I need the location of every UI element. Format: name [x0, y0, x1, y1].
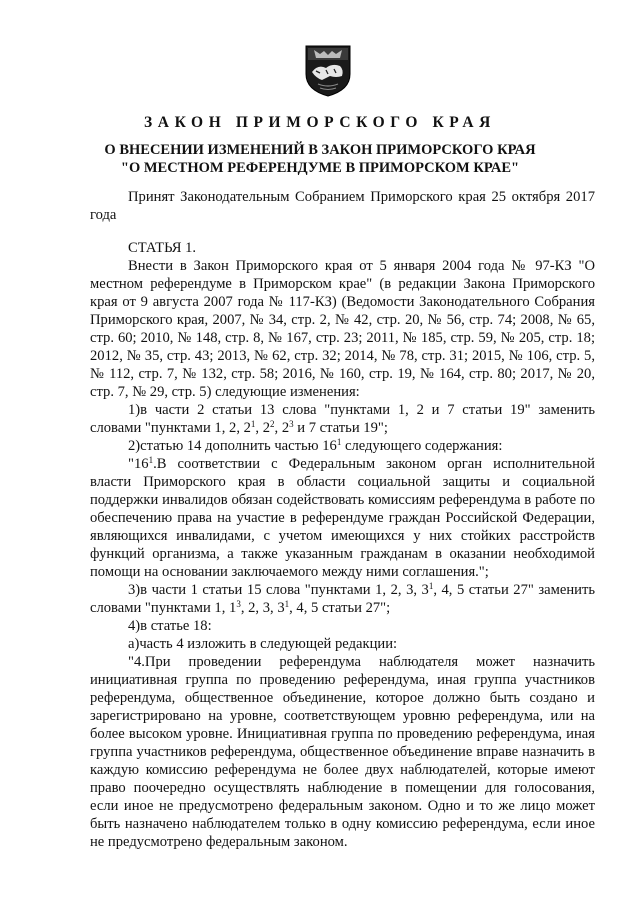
- item-2-text-2: следующего содержания:: [341, 438, 503, 454]
- amendment-item-4: 4)в статье 18:: [128, 618, 212, 634]
- item-3-text-4: , 4, 5 статьи 27";: [289, 600, 391, 616]
- item-3-text-1: 3)в части 1 статьи 15 слова "пунктами 1, 2, 3, 3: [128, 582, 429, 598]
- quote-16-sup-1: 1: [148, 455, 154, 465]
- item-1-text-4: и 7 статьи 19";: [293, 420, 388, 436]
- item-1-text-1: 1)в части 2 статьи 13 слова "пунктами 1, 2 и 7 статьи 19" заменить словами "пунктами 1, 2, 2: [90, 402, 595, 436]
- item-1-sup-1: 1: [250, 419, 256, 429]
- law-subtitle: [60, 141, 580, 177]
- subtitle-line-2: "О МЕСТНОМ РЕФЕРЕНДУМЕ В ПРИМОРСКОМ КРАЕ": [120, 160, 520, 176]
- adoption-note: Принят Законодательным Собранием Приморского края 25 октября 2017 года: [90, 189, 595, 223]
- item-3-text-3: , 2, 3, 3: [240, 600, 285, 616]
- coat-of-arms-emblem: [302, 40, 354, 98]
- item-3-sup-1: 1: [428, 581, 434, 591]
- item-1-text-2: , 2: [255, 420, 271, 436]
- item-2-text-1: 2)статью 14 дополнить частью 16: [128, 438, 337, 454]
- amendment-item-3: [90, 581, 595, 617]
- quote-16-text-2: .В соответствии с Федеральным законом орган исполнительной власти Приморского края в области социальной защиты и социальной поддержки инвалидов обязан содействовать комиссиям референдума в работе по обеспечению права на участие в референдуме граждан Российской Федерации, являющихся инвалидами, с учетом имеющихся у них стойких расстройств функций организма, а также указанным гражданам в оказании необходимой помощи на основании заключаемого между ними соглашения.";: [90, 456, 595, 580]
- item-1-text-3: , 2: [274, 420, 290, 436]
- quoted-part-4: "4.При проведении референдума наблюдателя может назначить инициативная группа по проведению референдума, иная группа участников референдума, общественное объединение, которое должно быть создано и зарегистрировано на уровне, соответствующем уровню референдума, или на более высоком уровне. Инициативная группа по проведению референдума, иная группа участников референдума, общественное объединение вправе назначить в каждую комиссию референдума не более двух наблюдателей, которые имеют право поочередно осуществлять наблюдение в помещении для голосования, если иное не предусмотрено федеральным законом. Одно и то же лицо может быть назначено наблюдателем только в одну комиссию референдума, если иное не предусмотрено федеральным законом.: [90, 654, 595, 850]
- law-title: ЗАКОН ПРИМОРСКОГО КРАЯ: [144, 114, 496, 131]
- law-body: [90, 188, 595, 851]
- article-intro: Внести в Закон Приморского края от 5 января 2004 года № 97-КЗ "О местном референдуме в Приморском крае" (в редакции Закона Приморского края от 9 августа 2007 года № 117-КЗ) (Ведомости Законодательного Собрания Приморского края, 2007, № 34, стр. 2, № 42, стр. 20, № 56, стр. 74; 2008, № 65, стр. 60; 2010, № 148, стр. 8, № 167, стр. 23; 2011, № 185, стр. 59, № 205, стр. 18; 2012, № 35, стр. 43; 2013, № 62, стр. 32; 2014, № 78, стр. 31; 2015, № 106, стр. 5, № 112, стр. 7, № 132, стр. 58; 2016, № 160, стр. 19, № 164, стр. 80; 2017, № 20, стр. 7, № 29, стр. 5) следующие изменения:: [90, 258, 595, 400]
- item-3-text-2: , 4, 5 статьи 27" заменить словами "пунктами 1, 1: [90, 582, 595, 616]
- amendment-item-2: [90, 437, 595, 455]
- item-1-sup-3: 3: [289, 419, 294, 429]
- item-3-sup-2: 3: [236, 599, 241, 609]
- quote-16-text-1: "16: [128, 456, 149, 472]
- item-1-sup-2: 2: [270, 419, 275, 429]
- article-heading: СТАТЬЯ 1.: [128, 240, 197, 256]
- item-2-sup-1: 1: [336, 437, 342, 447]
- quoted-part-16-1: [90, 455, 595, 581]
- amendment-item-4a: а)часть 4 изложить в следующей редакции:: [128, 636, 398, 652]
- item-3-sup-3: 1: [284, 599, 290, 609]
- amendment-item-1: [90, 401, 595, 437]
- subtitle-line-1: О ВНЕСЕНИИ ИЗМЕНЕНИЙ В ЗАКОН ПРИМОРСКОГО КРАЯ: [104, 142, 536, 158]
